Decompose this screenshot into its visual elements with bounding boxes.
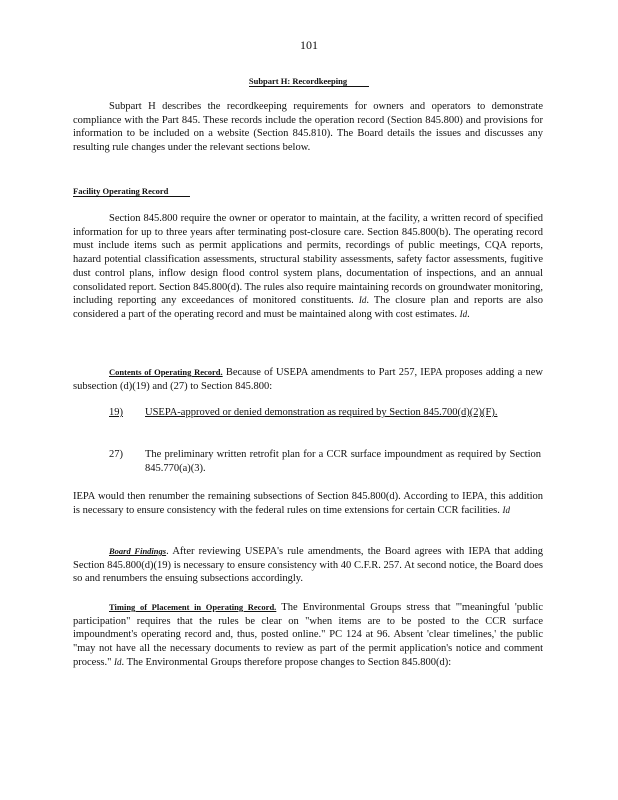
findings-label: Board Findings (109, 546, 167, 556)
id-citation: Id (502, 504, 511, 515)
subpart-heading-text: Subpart H: Recordkeeping (249, 76, 369, 87)
id-citation: Id (358, 295, 367, 306)
findings-paragraph (73, 545, 543, 586)
contents-label: Contents of Operating Record. (109, 367, 223, 377)
facility-body: Section 845.800 require the owner or operator to maintain, at the facility, a written record of specified information for up to three years after terminating post-closure care. Section 845.800(b). The operating record must include items such as permit applications and permits, recordings of public meetings, CQA reports, hazard potential classification assessments, structural stability assessments, safety factor assessments, fugitive dust control plans, inflow design flood control system plans, documentation of inspections, and an annual consolidated report. Section 845.800(d). The rules also require maintaining records on groundwater monitoring, including reporting any exceedances of monitored constituents. (73, 213, 543, 307)
id-citation: Id (114, 656, 122, 667)
section-heading-facility (73, 186, 190, 196)
timing-paragraph (73, 601, 543, 670)
item-text: The preliminary written retrofit plan for a CCR surface impoundment as required by Section 845.770(a)(3). (145, 449, 541, 474)
facility-paragraph (73, 212, 543, 322)
renumber-paragraph (73, 490, 543, 517)
timing-tail: . The Environmental Groups therefore propose changes to Section 845.800(d): (121, 656, 452, 668)
contents-paragraph (73, 366, 543, 393)
section-heading-facility-text: Facility Operating Record (73, 186, 190, 197)
timing-label: Timing of Placement in Operating Record. (109, 602, 277, 612)
item-text: USEPA-approved or denied demonstration as required by Section 845.700(d)(2)(F). (145, 407, 498, 418)
subpart-heading (0, 76, 618, 87)
facility-tail: . The closure plan and reports are also considered a part of the operating record and must be maintained along with cost estimates. (73, 295, 543, 320)
renumber-text: IEPA would then renumber the remaining subsections of Section 845.800(d). According to IEPA, this addition is necessary to ensure consistency with the federal rules on time extensions for certain CCR facilities. (73, 491, 543, 516)
findings-text: . After reviewing USEPA's rule amendments, the Board agrees with IEPA that adding Section 845.800(d)(19) is necessary to ensure consistency with 40 C.F.R. 257. At second notice, the Board does so and renumbers the ensuing subsections accordingly. (73, 546, 544, 585)
timing-text: The Environmental Groups stress that "'meaningful 'public participation" requires that the rules be clear on "when items are to be posted to the CCR surface impoundment's operating record and, thus, posted online." PC 124 at 96. Absent 'clear timelines,' the public "may not have all the necessary documents to review as part of the permit application's notice and comment process." (73, 602, 543, 668)
intro-paragraph: Subpart H describes the recordkeeping requirements for owners and operators to demonstrate compliance with the Part 845. These records include the operation record (Section 845.800) and provisions for information to be included on a website (Section 845.810). The Board details the issues and discusses any resulting rule changes under the relevant sections below. (73, 101, 543, 154)
item-number: 19) (109, 407, 123, 418)
id-citation: Id (459, 308, 468, 319)
item-number: 27) (109, 449, 123, 460)
page-number: 101 (300, 38, 318, 52)
contents-text: Because of USEPA amendments to Part 257, IEPA proposes adding a new subsection (d)(19) and (27) to Section 845.800: (73, 367, 543, 392)
facility-end: . (467, 308, 470, 320)
